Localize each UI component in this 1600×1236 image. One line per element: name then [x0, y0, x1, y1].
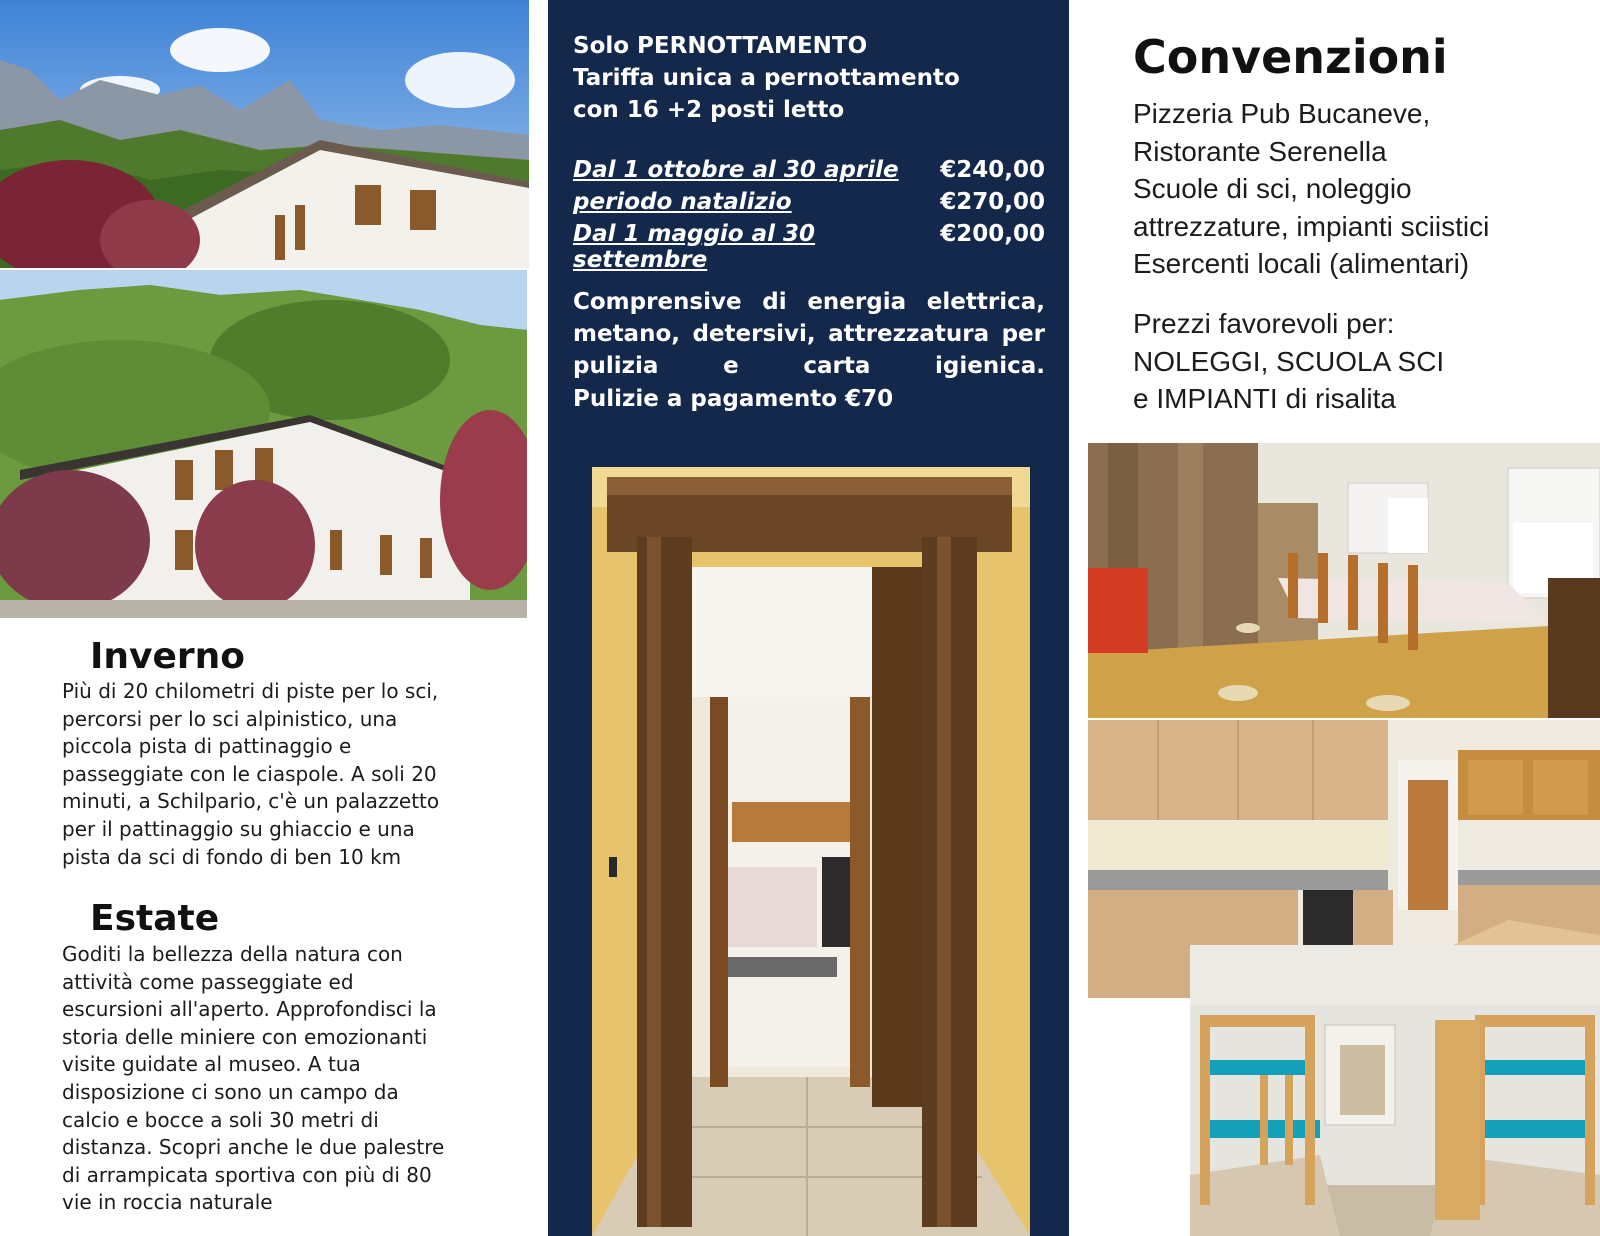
winter-title: Inverno	[90, 636, 246, 677]
discounts-text: Prezzi favorevoli per: NOLEGGI, SCUOLA SCI e IMPIANTI di risalita	[1133, 308, 1445, 414]
rate-period: Dal 1 maggio al 30 settembre	[573, 221, 816, 273]
included-services: Comprensive di energia elettrica, metano, detersivi, attrezzatura per pulizia e carta igienica.	[573, 289, 1045, 379]
photo-hillside-house	[0, 270, 527, 618]
agreements-title: Convenzioni	[1133, 30, 1448, 84]
photo-mountain-house	[0, 0, 529, 268]
rate-price: €240,00	[940, 157, 1045, 183]
photo-dining-room	[1088, 443, 1600, 718]
rate-row	[573, 157, 1045, 183]
rate-price: €270,00	[940, 189, 1045, 215]
summer-description: Goditi la bellezza della natura con attività come passeggiate ed escursioni all'aperto. Approfondisci la storia delle miniere con emozionanti visite guidate al museo. A tua disposizione ci sono un campo da calcio e bocce a soli 30 metri di distanza. Scopri anche le due palestre di arrampicata sportiva con più di 80 vie in roccia naturale	[62, 942, 445, 1215]
winter-description: Più di 20 chilometri di piste per lo sci, percorsi per lo sci alpinistico, una piccola pista di pattinaggio e passeggiate con le ciaspole. A soli 20 minuti, a Schilpario, c'è un palazzetto per il pattinaggio su ghiaccio e una pista da sci di fondo di ben 10 km	[62, 679, 440, 869]
rate-period: Dal 1 ottobre al 30 aprile	[573, 157, 899, 183]
agreements-list: Pizzeria Pub Bucaneve, Ristorante Serenella Scuole di sci, noleggio attrezzature, impianti sciistici Esercenti locali (alimentari)	[1133, 98, 1490, 279]
summer-title: Estate	[90, 898, 220, 939]
rate-row	[573, 189, 1045, 215]
rate-row	[573, 221, 1045, 273]
cleaning-fee: Pulizie a pagamento €70	[573, 386, 894, 412]
photo-bunk-room	[1190, 945, 1600, 1236]
rate-period: periodo natalizio	[573, 189, 792, 215]
rate-price: €200,00	[940, 221, 1045, 247]
photo-wooden-doorway	[592, 467, 1030, 1236]
offer-title: Solo PERNOTTAMENTO Tariffa unica a pernottamento con 16 +2 posti letto	[573, 33, 960, 123]
